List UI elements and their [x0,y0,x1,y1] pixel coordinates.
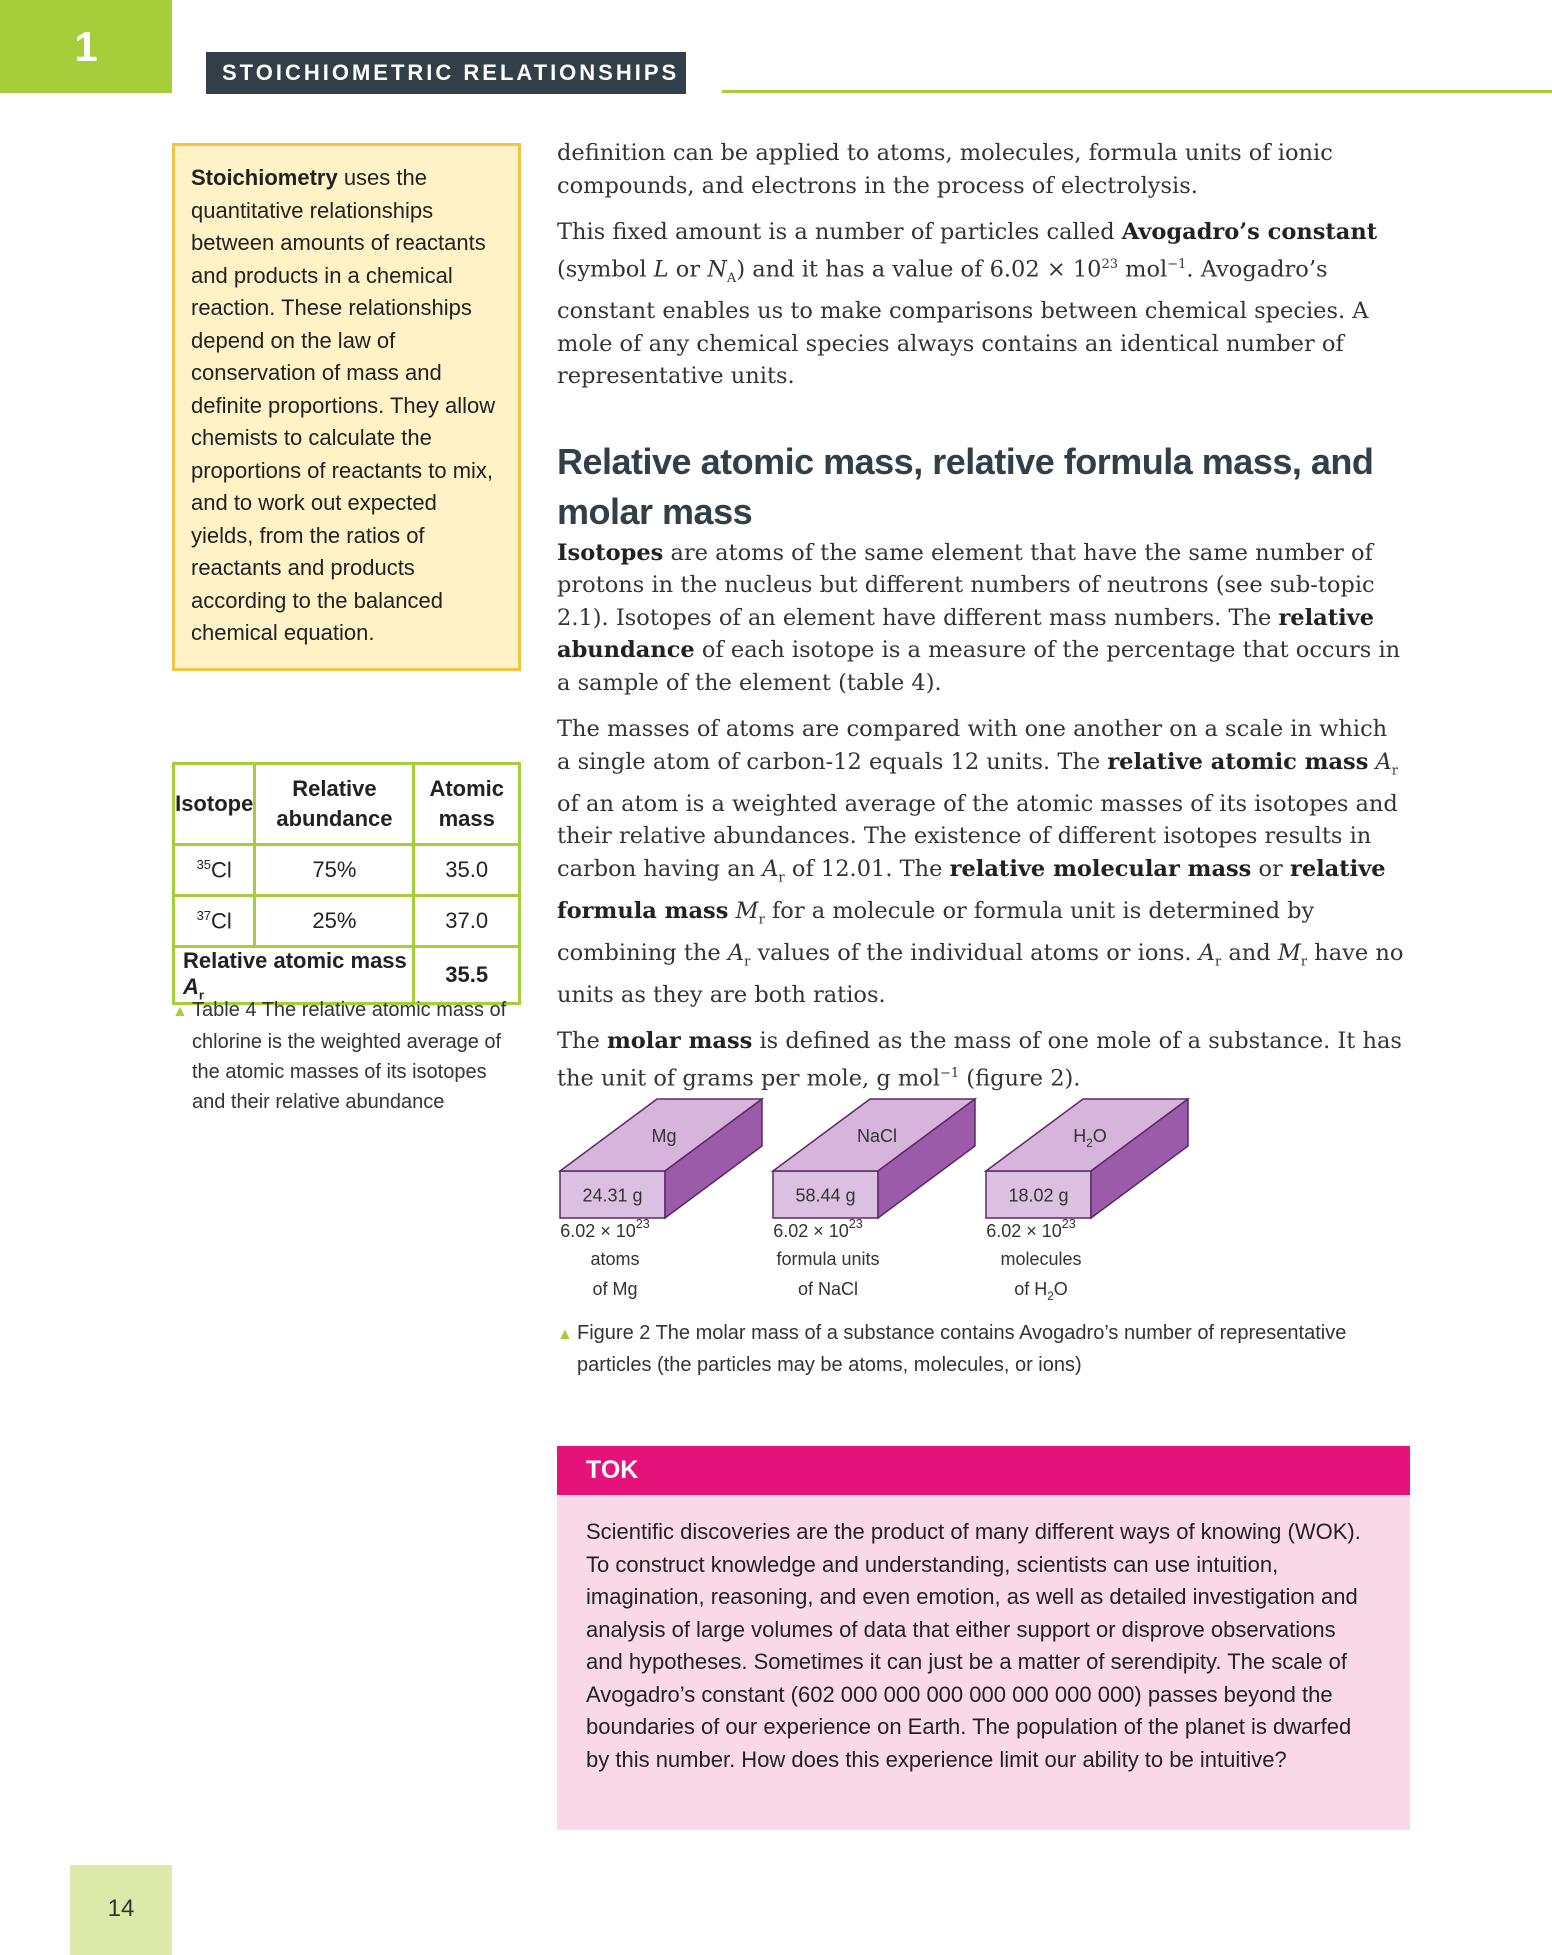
paragraph: The molar mass is defined as the mass of one mole of a substance. It has the unit of grams per mole, g mol$^{-1}$ (figure 2). [557,1028,1402,1091]
table-row [174,896,520,947]
paragraph: Isotopes are atoms of the same element that have the same number of protons in the nucleus but different numbers of neutrons (see sub-topic 2.1). Isotopes of an element have different mass numbers. The relative abundance of each isotope is a measure of the percentage that occurs in a sample of the element (table 4). [557,539,1401,696]
paragraph: The masses of atoms are compared with one another on a scale in which a single atom of carbon-12 equals 12 units. The relative atomic mass $A_r$ of an atom is a weighted average of the atomic masses of its isotopes and their relative abundances. The existence of different isotopes results in carbon having an $A_r$ of 12.01. The relative molecular mass or relative formula mass $M_r$ for a molecule or formula unit is determined by combining the $A_r$ values of the individual atoms or ions. $A_r$ and $M_r$ have no units as they are both ratios. [557,716,1404,1008]
tok-text: Scientific discoveries are the product of many different ways of knowing (WOK). To construct knowledge and understanding, scientists can use intuition, imagination, reasoning, and even emotion, as well as detailed investigation and analysis of large volumes of data that either support or disprove observations and hypotheses. Sometimes it can just be a matter of serendipity. The scale of Avogadro’s constant (602 000 000 000 000 000 000 000) passes beyond the boundaries of our experience on Earth. The population of the planet is dwarfed by this number. How does this experience limit our ability to be intuitive? [557,1495,1410,1830]
main-text [557,137,1405,1109]
table-header-row [174,764,520,845]
molar-mass-figure [555,1075,1435,1315]
section-heading: Relative atomic mass, relative formula mass, and molar mass [557,440,1374,532]
molar-block [560,1099,762,1299]
paragraph: This fixed amount is a number of particles called Avogadro’s constant (symbol L or $N_A$) and it has a value of $6.02 \times 10^{23}$ mol$^{-1}$. Avogadro’s constant enables us to make comparisons between chemical species. A mole of any chemical species always contains an identical number of representative units. [557,219,1378,389]
definition-box [172,143,521,671]
isotope-table [172,762,521,1005]
particle-count: $6.02 \times 10^{23}$ [560,1217,650,1241]
definition-text: uses the quantitative relationships between amounts of reactants and products in a chemical reaction. These relationships depend on the law of conservation of mass and definite proportions. They allow chemists to calculate the proportions of reactants to mix, and to work out expected yields, from the ratios of reactants and products according to the balanced chemical equation. [191,165,496,645]
tok-title: TOK [557,1446,1410,1495]
block-label: $H_2O$ [1073,1126,1107,1150]
particle-substance: of Mg [592,1279,638,1299]
table-header-cell: Relative abundance [255,764,414,845]
block-mass: 58.44 g [795,1185,856,1206]
figure-caption: ▲ Figure 2 The molar mass of a substance contains Avogadro’s number of representative particles (the particles may be atoms, molecules, or ions) [557,1322,1347,1376]
block-label: Mg [651,1126,677,1146]
block-mass: 24.31 g [582,1185,643,1206]
definition-term: Stoichiometry [191,165,338,190]
molar-block [773,1099,975,1299]
table-row [174,845,520,896]
particle-type: formula units [776,1249,880,1269]
paragraph: definition can be applied to atoms, molecules, formula units of ionic compounds, and electrons in the process of electrolysis. [557,140,1333,199]
total-value-cell: 35.5 [414,947,520,1004]
particle-substance: of $H_2O$ [1014,1279,1068,1303]
isotope-cell: $^{37}$Cl [174,896,255,947]
table-header-cell: Atomic mass [414,764,520,845]
atomic-mass-cell: 35.0 [414,845,520,896]
particle-count: $6.02 \times 10^{23}$ [773,1217,863,1241]
isotope-cell: $^{35}$Cl [174,845,255,896]
triangle-icon: ▲ [557,1326,573,1343]
header-rule [722,90,1552,93]
abundance-cell: 75% [255,845,414,896]
particle-type: atoms [590,1249,640,1269]
particle-type: molecules [1000,1249,1082,1269]
particle-count: $6.02 \times 10^{23}$ [986,1217,1076,1241]
particle-substance: of NaCl [797,1279,859,1299]
atomic-mass-cell: 37.0 [414,896,520,947]
block-label: NaCl [856,1126,898,1146]
table-caption: ▲ Table 4 The relative atomic mass of chlorine is the weighted average of the atomic masses of its isotopes and their relative abundance [172,999,507,1113]
block-mass: 18.02 g [1008,1185,1069,1206]
molar-block [986,1099,1188,1303]
table-header-cell: Isotope [174,764,255,845]
total-label-cell: Relative atomic mass $A_r$ [174,947,414,1004]
page-number: 14 [70,1865,172,1955]
triangle-icon: ▲ [172,1003,188,1020]
chapter-title: STOICHIOMETRIC RELATIONSHIPS [206,52,686,94]
chapter-number: 1 [0,0,172,93]
abundance-cell: 25% [255,896,414,947]
